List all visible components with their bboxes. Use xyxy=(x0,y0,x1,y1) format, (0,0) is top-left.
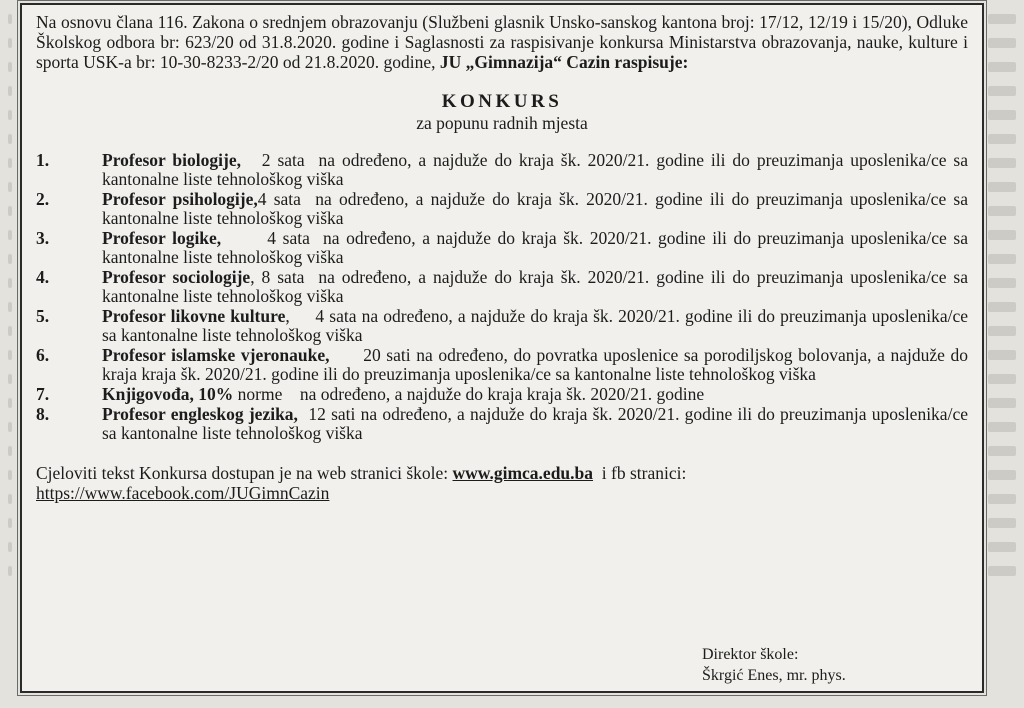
list-item xyxy=(36,189,973,228)
background-column-left xyxy=(0,0,20,708)
closing-text: Cjeloviti tekst Konkursa dostupan je na web stranici škole: xyxy=(36,463,453,483)
item-number: 1. xyxy=(36,150,50,170)
notice-subtitle: za popunu radnih mjesta xyxy=(416,113,588,133)
institution-name: JU „Gimnazija“ Cazin raspisuje: xyxy=(439,52,689,72)
item-number: 4. xyxy=(36,267,50,287)
item-number: 7. xyxy=(36,384,50,404)
list-item xyxy=(36,404,973,443)
notice-box xyxy=(20,3,984,693)
list-item xyxy=(36,345,973,384)
list-item xyxy=(36,150,973,189)
item-role: Profesor psihologije, xyxy=(102,189,258,209)
heading xyxy=(36,92,968,133)
positions-list xyxy=(36,150,973,443)
notice-title: KONKURS xyxy=(441,91,563,112)
item-role: Profesor sociologije xyxy=(102,267,251,287)
facebook-link[interactable]: https://www.facebook.com/JUGimnCazin xyxy=(36,483,330,503)
item-role: Profesor engleskog jezika, xyxy=(102,404,298,424)
item-details: norme na određeno, a najduže do kraja kraja šk. 2020/21. godine xyxy=(233,384,705,404)
item-number: 6. xyxy=(36,345,50,365)
closing-paragraph xyxy=(36,463,968,503)
item-details: 4 sata na određeno, a najduže do kraja šk. 2020/21. godine ili do preuzimanja uposlenika/ce sa kantonalne liste tehnološkog viška xyxy=(102,228,973,267)
item-number: 5. xyxy=(36,306,50,326)
list-item xyxy=(36,385,968,404)
item-details: , 8 sata na određeno, a najduže do kraja šk. 2020/21. godine ili do preuzimanja uposlenika/ce sa kantonalne liste tehnološkog viška xyxy=(102,267,973,306)
item-details: , 4 sata na određeno, a najduže do kraja šk. 2020/21. godine ili do preuzimanja uposlenika/ce sa kantonalne liste tehnološkog viška xyxy=(102,306,973,345)
item-number: 8. xyxy=(36,404,50,424)
list-item xyxy=(36,228,973,267)
signature-block xyxy=(702,644,846,686)
item-details: 12 sati na određeno, a najduže do kraja šk. 2020/21. godine ili do preuzimanja uposlenika/ce sa kantonalne liste tehnološkog viška xyxy=(102,404,973,443)
item-number: 3. xyxy=(36,228,50,248)
background-column-right xyxy=(980,0,1024,708)
item-role: Profesor likovne kulture xyxy=(102,306,286,326)
item-number: 2. xyxy=(36,189,50,209)
intro-text: Na osnovu člana 116. Zakona o srednjem obrazovanju (Službeni glasnik Unsko-sanskog kantona broj: 17/12, 12/19 i 15/20), Odluke Školskog odbora br: 623/20 od 31.8.2020. godine i Saglasnosti za raspisivanje konkursa Ministarstva obrazovanja, nauke, kulture i sporta USK-a br: 10-30-8233-2/20 od 21.8.2020. godine, xyxy=(36,12,968,72)
intro-paragraph xyxy=(36,12,968,72)
item-details: 4 sata na određeno, a najduže do kraja šk. 2020/21. godine ili do preuzimanja uposlenika/ce sa kantonalne liste tehnološkog viška xyxy=(102,189,973,228)
item-role: Profesor logike, xyxy=(102,228,222,248)
item-details: 20 sati na određeno, do povratka uposlenice sa porodiljskog bolovanja, a najduže do kraja kraja šk. 2020/21. godine ili do preuzimanja uposlenika/ce sa kantonalne liste tehnološkog viška xyxy=(102,345,973,384)
signature-name: Škrgić Enes, mr. phys. xyxy=(702,667,846,684)
website-link[interactable]: www.gimca.edu.ba xyxy=(452,463,594,483)
signature-title: Direktor škole: xyxy=(702,646,799,663)
list-item xyxy=(36,306,973,345)
list-item xyxy=(36,267,973,306)
item-role: Profesor biologije, xyxy=(102,150,241,170)
item-details: 2 sata na određeno, a najduže do kraja šk. 2020/21. godine ili do preuzimanja uposlenika/ce sa kantonalne liste tehnološkog viška xyxy=(102,150,973,189)
item-role: Knjigovođa, 10% xyxy=(102,384,234,404)
closing-middle-text: i fb stranici: xyxy=(593,463,691,483)
item-role: Profesor islamske vjeronauke, xyxy=(102,345,330,365)
